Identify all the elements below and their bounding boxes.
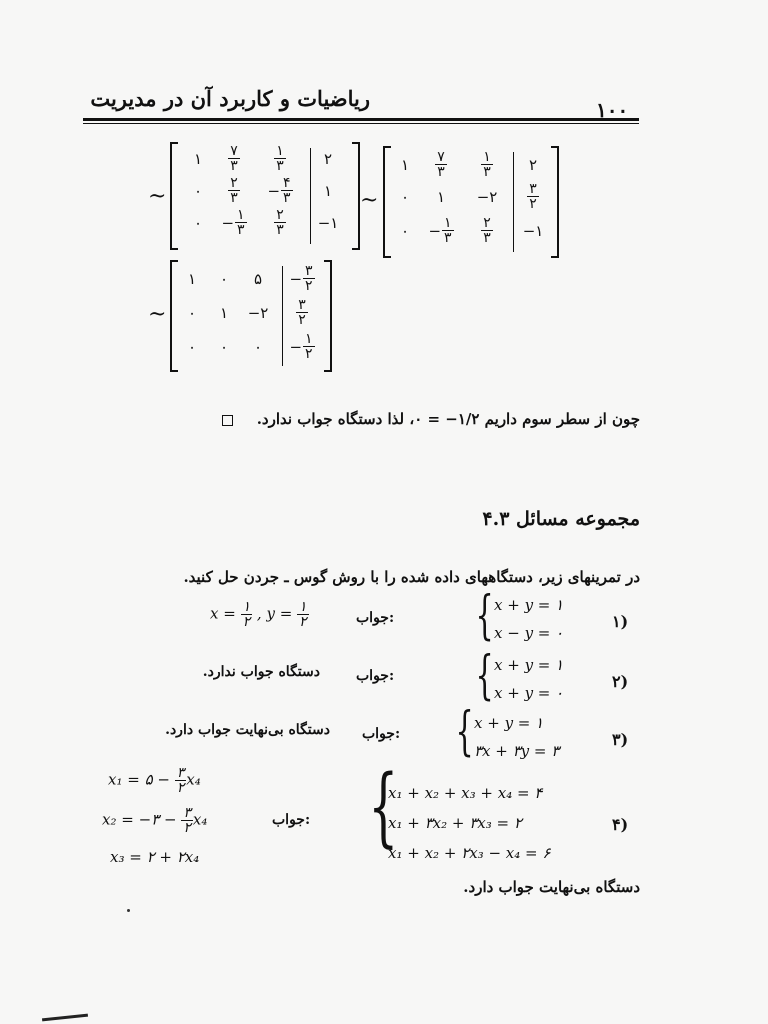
numerator: ۱	[305, 331, 313, 347]
matrix-entry	[282, 332, 322, 361]
answer-separator: ,	[256, 604, 262, 623]
left-brace-icon: {	[368, 757, 399, 857]
minus-sign: −	[221, 213, 235, 232]
matrix-entry	[282, 264, 322, 293]
fraction: $\frac{۱}{۲}$	[299, 599, 307, 630]
numerator: ۲	[276, 207, 284, 223]
fraction	[442, 216, 454, 245]
matrix-entry: ۰	[400, 222, 410, 240]
left-brace-icon: {	[475, 646, 494, 706]
matrix-entry: ۲	[528, 156, 538, 174]
numerator: ۱	[483, 149, 491, 165]
numerator: ۷	[437, 149, 445, 165]
exercise-4-equation-1: x₁ + x₂ + x₃ + x₄ = ۴	[388, 784, 543, 802]
minus-sign: −	[267, 181, 281, 200]
matrix-entry: ۰	[193, 182, 203, 200]
matrix-entry	[467, 216, 507, 245]
conclusion-line	[100, 410, 640, 428]
section-intro: در تمرینهای زیر، دستگاههای داده شده را با روش گوس ـ جردن حل کنید.	[183, 568, 640, 586]
row-equivalence-tilde: ~	[148, 302, 167, 327]
qed-square-icon	[222, 415, 233, 426]
denominator: ۳	[230, 158, 238, 174]
denominator: ۲	[305, 278, 313, 294]
numerator: ۳	[298, 297, 306, 313]
right-bracket-icon	[352, 142, 360, 250]
denominator: ۳	[483, 164, 491, 180]
exercise-1-answer	[210, 600, 309, 629]
exercise-2-number: ۲)	[612, 672, 629, 691]
exercise-3-equation-1: x + y = ۱	[474, 714, 544, 732]
fraction	[527, 182, 539, 211]
matrix-entry	[214, 144, 254, 173]
page-number: ۱۰۰	[596, 98, 629, 122]
fraction	[228, 176, 240, 205]
matrix-entry: −۲	[476, 188, 498, 206]
matrix-entry: −۲	[247, 304, 269, 322]
exercise-1-equation-1: x + y = ۱	[494, 596, 564, 614]
header-rule-thick	[83, 118, 639, 121]
exercise-4-equation-2: x₁ + ۳x₂ + ۳x₃ = ۲	[388, 814, 522, 832]
matrix-entry	[421, 150, 461, 179]
denominator: ۳	[237, 222, 245, 238]
denominator: ۳	[283, 190, 291, 206]
matrix-entry: ۲	[323, 150, 333, 168]
numerator: ۲	[230, 175, 238, 191]
exercise-4-answer-1: x₁ = ۵ − $\frac{۳}{۲}$ x₄	[108, 765, 201, 796]
exercise-3-answer: دستگاه بی‌نهایت جواب دارد.	[165, 722, 330, 738]
exercise-2-equation-2: x + y = ۰	[494, 684, 564, 702]
fraction	[435, 150, 447, 179]
fraction	[481, 150, 493, 179]
exercise-2-answer-label: جواب:	[356, 668, 395, 684]
denominator: ۳	[276, 222, 284, 238]
matrix-entry	[467, 150, 507, 179]
exercise-3-answer-label: جواب:	[362, 726, 401, 742]
augmented-matrix-2	[383, 146, 559, 258]
matrix-entry: ۱	[219, 304, 229, 322]
numerator: ۴	[283, 175, 291, 191]
exercise-4-answer-label: جواب:	[272, 812, 311, 828]
numerator: ۳	[305, 263, 313, 279]
minus-sign: −	[289, 337, 303, 356]
fraction: $\frac{۳}{۲}$	[176, 765, 185, 796]
exercise-4-conclusion: دستگاه بی‌نهایت جواب دارد.	[463, 878, 640, 896]
matrix-entry	[260, 176, 300, 205]
fraction: $\frac{۱}{۲}$	[242, 599, 251, 630]
exercise-4-equation-3: x₁ + x₂ + ۲x₃ − x₄ = ۶	[388, 844, 551, 862]
section-title: مجموعه مسائل ۴.۳	[482, 508, 640, 530]
matrix-entry: ۰	[400, 188, 410, 206]
exercise-3-number: ۳)	[612, 730, 629, 749]
fraction	[481, 216, 493, 245]
matrix-entry	[282, 298, 322, 327]
matrix-entry	[214, 208, 254, 237]
exercise-4-answer-3: x₃ = ۲ + ۲x₄	[110, 848, 200, 866]
matrix-entry: −۱	[317, 214, 339, 232]
answer-x-label: x =	[210, 604, 236, 623]
left-brace-icon: {	[475, 586, 494, 646]
right-bracket-icon	[324, 260, 332, 372]
minus-sign: −	[428, 221, 442, 240]
denominator: ۲	[298, 312, 306, 328]
augmented-matrix-3	[170, 260, 332, 372]
left-brace-icon: {	[455, 702, 474, 762]
fraction	[303, 332, 315, 361]
matrix-entry	[421, 216, 461, 245]
fraction	[235, 208, 247, 237]
numerator: ۲	[483, 215, 491, 231]
matrix-entry: ۰	[219, 270, 229, 288]
exercise-3-equation-2: ۳x + ۳y = ۳	[474, 742, 560, 760]
denominator: ۳	[444, 230, 452, 246]
matrix-entry: ۰	[253, 338, 263, 356]
matrix-entry: ۰	[193, 214, 203, 232]
numerator: ۱	[276, 143, 284, 159]
fraction	[274, 208, 286, 237]
exercise-1-answer-label: جواب:	[356, 610, 395, 626]
matrix-entry: ۱	[436, 188, 446, 206]
matrix-entry: ۱	[400, 156, 410, 174]
matrix-entry: ۱	[323, 182, 333, 200]
fraction	[274, 144, 286, 173]
stray-dot	[127, 909, 130, 912]
fraction	[303, 264, 315, 293]
denominator: ۲	[529, 196, 537, 212]
numerator: ۱	[444, 215, 452, 231]
answer-y-label: y =	[266, 604, 293, 623]
matrix-entry: −۱	[522, 222, 544, 240]
matrix-entry: ۰	[219, 338, 229, 356]
matrix-entry: ۱	[187, 270, 197, 288]
numerator: ۷	[230, 143, 238, 159]
minus-sign: −	[289, 269, 303, 288]
numerator: ۳	[529, 181, 537, 197]
numerator: ۱	[237, 207, 245, 223]
matrix-entry	[260, 144, 300, 173]
matrix-entry: ۰	[187, 304, 197, 322]
left-bracket-icon	[170, 142, 178, 250]
conclusion-text: چون از سطر سوم داریم ۱/۲− = ۰، لذا دستگاه جواب ندارد.	[256, 410, 640, 428]
matrix-entry	[214, 176, 254, 205]
denominator: ۳	[437, 164, 445, 180]
exercise-4-answer-2: x₂ = −۳ − $\frac{۳}{۲}$ x₄	[102, 805, 208, 836]
matrix-entry	[260, 208, 300, 237]
fraction	[281, 176, 293, 205]
matrix-entry	[513, 182, 553, 211]
fraction	[228, 144, 240, 173]
denominator: ۳	[276, 158, 284, 174]
fraction: $\frac{۳}{۲}$	[183, 805, 191, 836]
augmented-matrix-1	[170, 142, 360, 250]
exercise-2-equation-1: x + y = ۱	[494, 656, 564, 674]
header-rule-thin	[83, 123, 639, 124]
matrix-entry: ۱	[193, 150, 203, 168]
page-edge-mark	[42, 1014, 88, 1022]
running-header-title: ریاضیات و کاربرد آن در مدیریت	[90, 86, 370, 111]
denominator: ۲	[305, 346, 313, 362]
exercise-1-equation-2: x − y = ۰	[494, 624, 564, 642]
matrix-entry: ۰	[187, 338, 197, 356]
denominator: ۳	[483, 230, 491, 246]
fraction	[296, 298, 308, 327]
exercise-2-answer: دستگاه جواب ندارد.	[202, 664, 320, 680]
denominator: ۳	[230, 190, 238, 206]
row-equivalence-tilde: ~	[148, 184, 167, 209]
exercise-4-number: ۴)	[612, 815, 629, 834]
matrix-entry: ۵	[253, 270, 263, 288]
row-equivalence-tilde: ~	[360, 188, 379, 213]
exercise-1-number: ۱)	[612, 612, 629, 631]
